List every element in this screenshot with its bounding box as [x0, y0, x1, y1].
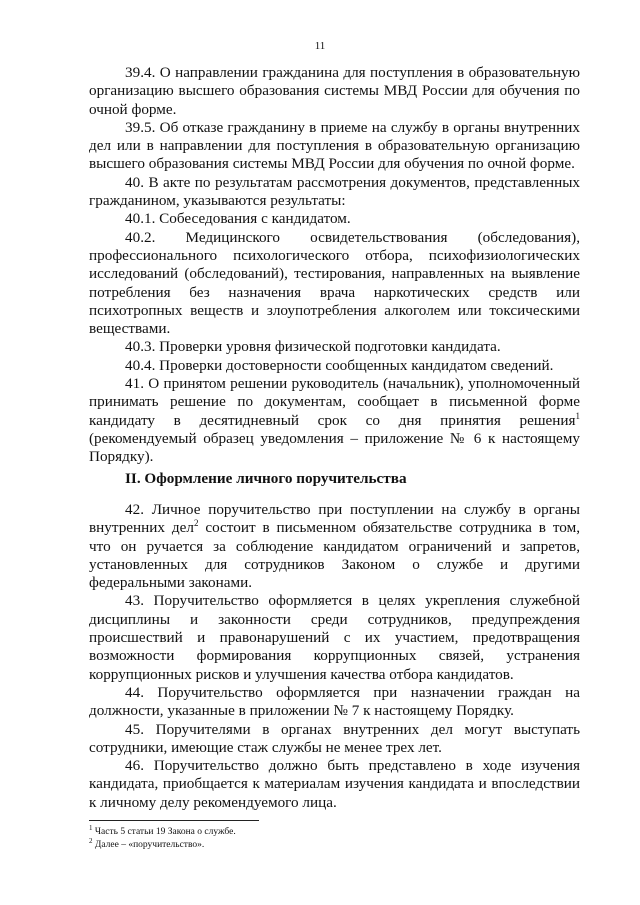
footnote-1-text: Часть 5 статьи 19 Закона о службе.: [92, 827, 236, 837]
footnote-2: [89, 836, 580, 852]
paragraph-41-text: 41. О принятом решении руководитель (начальник), уполномоченный принимать решение по документам, сообщает в письменной форме кандидату в десятидневный срок со дня принятия решения: [89, 375, 580, 429]
paragraph-42: [89, 501, 580, 592]
body-text-bottom: [89, 501, 580, 812]
paragraph-46: 46. Поручительство должно быть представлено в ходе изучения кандидата, приобщается к материалам изучения кандидата и впоследствии к личному делу рекомендуемого лица.: [89, 757, 580, 811]
paragraph-40-2: 40.2. Медицинского освидетельствования (обследования), профессионального психологического отбора, психофизиологических исследований (обследований), тестирования, направленных на выявление потребления без назначения врача наркотических средств или психотропных веществ и злоупотребления алкоголем или токсическими веществами.: [89, 228, 580, 338]
paragraph-39-5: 39.5. Об отказе гражданину в приеме на службу в органы внутренних дел или в направлении для поступления в образовательную организацию высшего образования системы МВД России для обучения по очной форме.: [89, 118, 580, 173]
paragraph-42-text-end: состоит в письменном обязательстве сотрудника в том, что он ручается за соблюдение кандидатом ограничений и запретов, установленных для сотрудников Законом о службе и другими федеральными законами.: [89, 519, 580, 592]
paragraph-40-1: 40.1. Собеседования с кандидатом.: [125, 210, 351, 228]
paragraph-42-text: 42. Личное поручительство при поступлении на службу в органы внутренних дел: [89, 501, 580, 537]
paragraph-43: 43. Поручительство оформляется в целях укрепления служебной дисциплины и законности среди сотрудников, предупреждения происшествий и правонарушений с их участием, предотвращения возможности формирования коррупционных связей, устранения коррупционных рисков и улучшения качества отбора кандидатов.: [89, 592, 580, 683]
paragraph-44: 44. Поручительство оформляется при назначении граждан на должности, указанные в приложении № 7 к настоящему Порядку.: [89, 683, 580, 720]
footnote-2-text: Далее – «поручительство».: [92, 840, 205, 850]
footnote-mark-1: 1: [89, 823, 93, 832]
paragraph-39-4: 39.4. О направлении гражданина для поступления в образовательную организацию высшего образования системы МВД России для обучения по очной форме.: [89, 64, 580, 118]
paragraph-40-4: 40.4. Проверки достоверности сообщенных кандидатом сведений.: [125, 356, 554, 374]
paragraph-41-text-end: (рекомендуемый образец уведомления – приложение № 6 к настоящему Порядку).: [89, 429, 580, 466]
paragraph-41: [89, 375, 580, 466]
section-heading: II. Оформление личного поручительства: [125, 470, 407, 487]
paragraph-45: 45. Поручителями в органах внутренних дел могут выступать сотрудники, имеющие стаж службы не менее трех лет.: [89, 720, 580, 756]
footnote-mark-2: 2: [89, 836, 93, 845]
footnote-divider: [89, 820, 259, 821]
body-text-top: [89, 64, 580, 467]
footnote-1: [89, 823, 580, 839]
footnote-ref-2: 2: [193, 518, 199, 529]
paragraph-40: 40. В акте по результатам рассмотрения документов, представленных гражданином, указываются результаты:: [89, 173, 580, 210]
paragraph-40-3: 40.3. Проверки уровня физической подготовки кандидата.: [125, 338, 501, 356]
footnote-ref-1: 1: [575, 410, 580, 421]
footnotes: [89, 823, 580, 852]
page-number: 11: [314, 40, 326, 52]
